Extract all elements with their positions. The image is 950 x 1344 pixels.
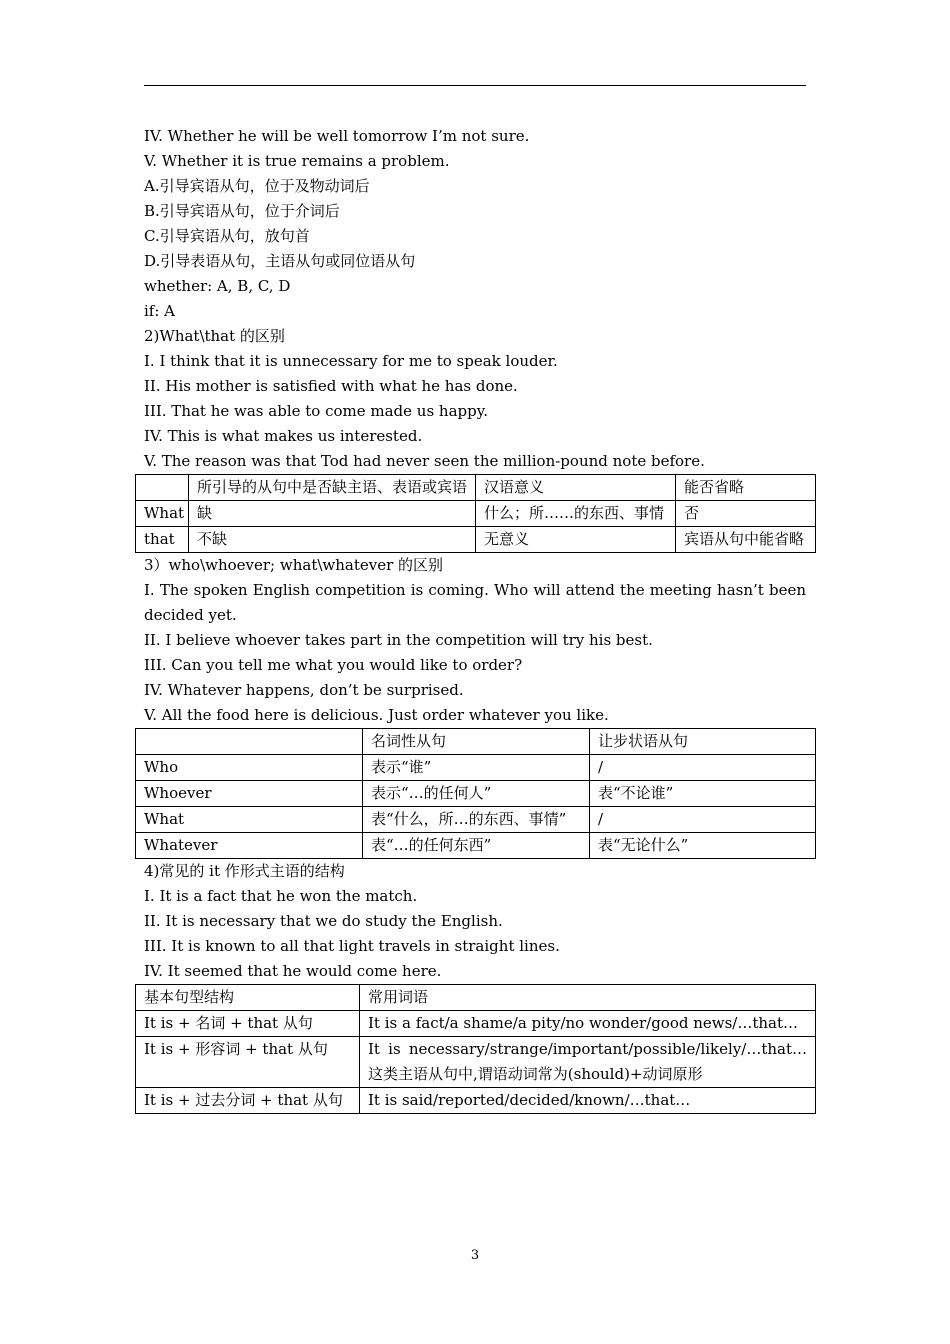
- table-header-row: [136, 475, 816, 501]
- text-line: III. Can you tell me what you would like to order?: [144, 656, 523, 674]
- table-row: [136, 501, 816, 527]
- table-cell: 缺: [189, 501, 476, 527]
- table-row: [136, 1037, 816, 1088]
- text-line: D.引导表语从句，主语从句或同位语从句: [144, 252, 416, 270]
- text-line: IV. Whatever happens, don’t be surprised.: [144, 681, 464, 699]
- table-cell: that: [136, 527, 189, 553]
- section-heading: 2)What\that 的区别: [144, 327, 285, 345]
- table-row: [136, 1011, 816, 1037]
- table-cell: 常用词语: [360, 985, 816, 1011]
- table-row: [136, 781, 816, 807]
- table-row: [136, 807, 816, 833]
- table-cell: It is a fact/a shame/a pity/no wonder/good news/…that…: [360, 1011, 816, 1037]
- header-rule: [144, 85, 806, 86]
- section-heading: 3）who\whoever; what\whatever 的区别: [144, 556, 444, 574]
- table-cell: It is + 过去分词 + that 从句: [136, 1088, 360, 1114]
- who-whoever-table: [135, 728, 816, 859]
- table-cell: 宾语从句中能省略: [676, 527, 816, 553]
- table-cell: What: [136, 501, 189, 527]
- table-cell: 不缺: [189, 527, 476, 553]
- table-cell: 让步状语从句: [590, 729, 816, 755]
- table-cell: 基本句型结构: [136, 985, 360, 1011]
- text-line: I. The spoken English competition is coming. Who will attend the meeting hasn’t been decided yet.: [144, 581, 806, 624]
- table-cell: /: [590, 755, 816, 781]
- table-cell: It is + 名词 + that 从句: [136, 1011, 360, 1037]
- text-line: C.引导宾语从句，放句首: [144, 227, 310, 245]
- text-line: I. I think that it is unnecessary for me to speak louder.: [144, 352, 558, 370]
- table-cell: 所引导的从句中是否缺主语、表语或宾语: [189, 475, 476, 501]
- text-line: if: A: [144, 302, 176, 320]
- text-line: V. The reason was that Tod had never seen the million-pound note before.: [144, 452, 705, 470]
- text-line: III. That he was able to come made us happy.: [144, 402, 488, 420]
- it-subject-table: [135, 984, 816, 1114]
- text-line: II. I believe whoever takes part in the competition will try his best.: [144, 631, 653, 649]
- table-cell: 什么；所……的东西、事情: [476, 501, 676, 527]
- table-cell: It is said/reported/decided/known/…that…: [360, 1088, 816, 1114]
- text-line: II. His mother is satisfied with what he has done.: [144, 377, 518, 395]
- table-cell: It is necessary/strange/important/possible/likely/…that…这类主语从句中,谓语动词常为(should)+动词原形: [360, 1037, 816, 1088]
- text-line: I. It is a fact that he won the match.: [144, 887, 418, 905]
- table-cell: 表“不论谁”: [590, 781, 816, 807]
- table-cell: /: [590, 807, 816, 833]
- table-header-row: [136, 985, 816, 1011]
- table-cell: What: [136, 807, 363, 833]
- table-cell: 汉语意义: [476, 475, 676, 501]
- what-that-table: [135, 474, 816, 553]
- table-cell: 名词性从句: [363, 729, 590, 755]
- table-cell: 表“什么，所…的东西、事情”: [363, 807, 590, 833]
- table-row: [136, 1088, 816, 1114]
- page-number: 3: [470, 1248, 480, 1263]
- table-cell: [136, 475, 189, 501]
- table-cell: 表“无论什么”: [590, 833, 816, 859]
- table-header-row: [136, 729, 816, 755]
- text-line: IV. This is what makes us interested.: [144, 427, 423, 445]
- table-cell: 否: [676, 501, 816, 527]
- table-row: [136, 755, 816, 781]
- table-cell: [136, 729, 363, 755]
- table-cell: 表“…的任何东西”: [363, 833, 590, 859]
- document-body: [144, 124, 806, 1114]
- table-row: [136, 833, 816, 859]
- text-line: IV. It seemed that he would come here.: [144, 962, 442, 980]
- text-line: IV. Whether he will be well tomorrow I’m not sure.: [144, 127, 530, 145]
- text-line: B.引导宾语从句，位于介词后: [144, 202, 340, 220]
- table-cell: 表示“谁”: [363, 755, 590, 781]
- table-cell: 能否省略: [676, 475, 816, 501]
- table-cell: Whatever: [136, 833, 363, 859]
- text-line: II. It is necessary that we do study the English.: [144, 912, 503, 930]
- text-line: A.引导宾语从句，位于及物动词后: [144, 177, 370, 195]
- table-cell: 无意义: [476, 527, 676, 553]
- table-cell: Whoever: [136, 781, 363, 807]
- section-heading: 4)常见的 it 作形式主语的结构: [144, 862, 345, 880]
- table-cell: 表示“…的任何人”: [363, 781, 590, 807]
- text-line: whether: A, B, C, D: [144, 277, 291, 295]
- text-line: III. It is known to all that light travels in straight lines.: [144, 937, 560, 955]
- table-cell: It is + 形容词 + that 从句: [136, 1037, 360, 1088]
- text-line: V. All the food here is delicious. Just order whatever you like.: [144, 706, 609, 724]
- table-cell: Who: [136, 755, 363, 781]
- text-line: V. Whether it is true remains a problem.: [144, 152, 450, 170]
- table-row: [136, 527, 816, 553]
